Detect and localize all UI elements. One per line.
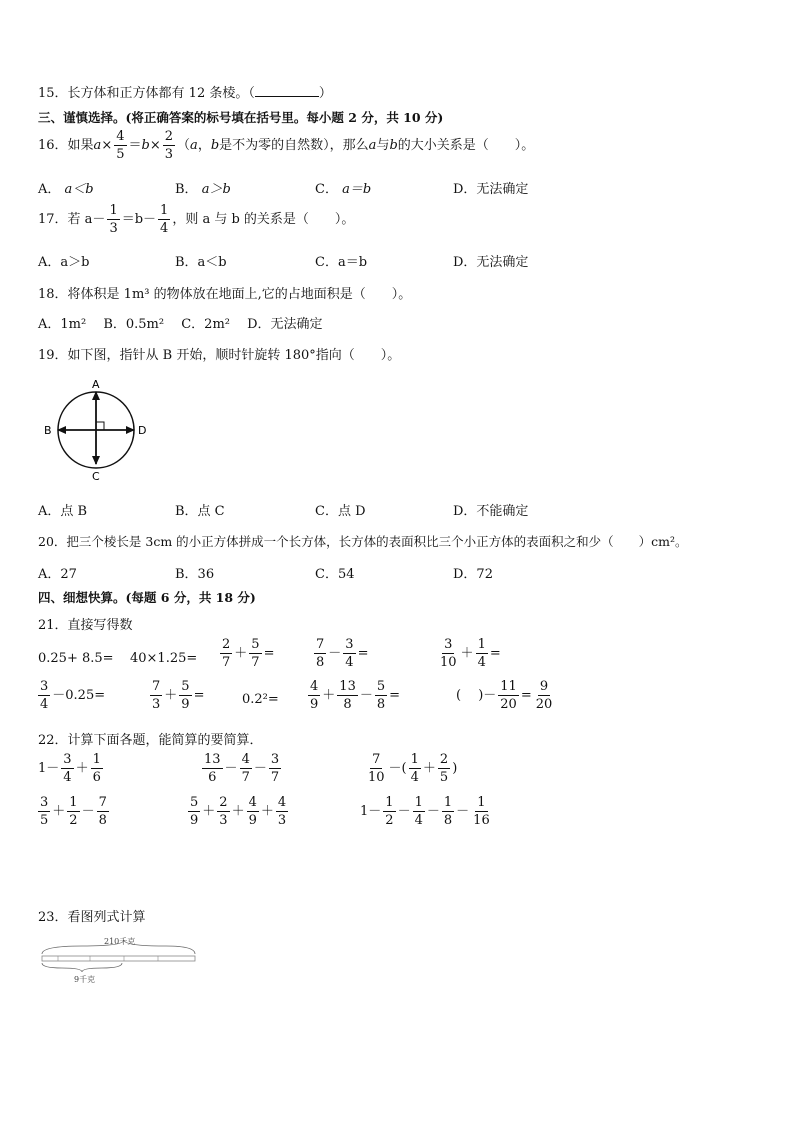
q19-option-d[interactable]: D．不能确定 <box>453 504 529 519</box>
q21-item-6: $\frac{3}{4}$ －0.25= <box>40 679 106 712</box>
pointer-dial-diagram <box>38 372 158 484</box>
question-20: 20．把三个棱长是 3cm 的小正方体拼成一个长方体，长方体的表面积比三个小正方体的表面积之和少（ ）cm²。 <box>38 534 688 549</box>
q17-option-d[interactable]: D．无法确定 <box>453 255 529 270</box>
q17-option-b[interactable]: B．a＜b <box>175 255 227 270</box>
fraction: $\frac{2}{3}$ <box>164 129 174 162</box>
q21-item-4: $\frac{7}{8}$ － $\frac{3}{4}$ = <box>316 637 369 670</box>
q20-option-b[interactable]: B．36 <box>175 567 215 582</box>
q19-option-b[interactable]: B．点 C <box>175 504 225 519</box>
q16-option-d[interactable]: D．无法确定 <box>453 182 529 197</box>
question-18: 18．将体积是 1m³ 的物体放在地面上,它的占地面积是（ ）。 <box>38 287 412 302</box>
q21-item-2: 40×1.25= <box>130 651 198 666</box>
q22-item-1: 1－ $\frac{3}{4}$ ＋ $\frac{1}{6}$ <box>38 752 101 785</box>
q22-item-5: $\frac{5}{9}$ ＋ $\frac{2}{3}$ ＋ $\frac{4}{9}$ ＋ $\frac{4}{3}$ <box>190 795 287 828</box>
label-b: B <box>44 424 52 437</box>
q21-item-5: $\frac{3}{10}$ ＋ $\frac{1}{4}$ = <box>440 637 501 670</box>
q21-item-10: ( )－ $\frac{11}{20}$ = $\frac{9}{20}$ <box>456 679 553 712</box>
q21-item-7: $\frac{7}{3}$ ＋ $\frac{5}{9}$ = <box>152 679 205 712</box>
q22-item-3: $\frac{7}{10}$ －( $\frac{1}{4}$ ＋ $\frac{2}{5}$ ) <box>368 752 458 785</box>
label-a: A <box>92 378 100 391</box>
q20-option-c[interactable]: C．54 <box>315 567 355 582</box>
q21-item-3: $\frac{2}{7}$ ＋ $\frac{5}{7}$ = <box>222 637 275 670</box>
q17-option-c[interactable]: C．a＝b <box>315 255 368 270</box>
q15-text: 15．长方体和正方体都有 12 条棱。（ <box>38 86 255 101</box>
question-15: 15．长方体和正方体都有 12 条棱。（ ） <box>38 86 332 101</box>
bottom-length-label: 9千克 <box>74 975 96 984</box>
question-22-title: 22．计算下面各题，能简算的要简算． <box>38 733 263 748</box>
q18-options[interactable]: A．1m² B．0.5m² C．2m² D．无法确定 <box>38 317 323 332</box>
q16-option-b[interactable]: B． a＞b <box>175 182 231 197</box>
q21-item-8: 0.2²= <box>242 692 279 707</box>
q21-item-1: 0.25+ 8.5= <box>38 651 114 666</box>
top-length-label: 210千克 <box>104 937 136 946</box>
q21-item-9: $\frac{4}{9}$ ＋ $\frac{13}{8}$ － $\frac{5}{8}$ = <box>310 679 401 712</box>
answer-blank[interactable] <box>255 84 319 97</box>
question-21-title: 21．直接写得数 <box>38 618 133 633</box>
label-d: D <box>138 424 147 437</box>
q22-item-2: $\frac{13}{6}$ － $\frac{4}{7}$ － $\frac{3}{7}$ <box>204 752 280 785</box>
q22-item-4: $\frac{3}{5}$ ＋ $\frac{1}{2}$ － $\frac{7}{8}$ <box>40 795 107 828</box>
q17-option-a[interactable]: A．a＞b <box>38 255 90 270</box>
label-c: C <box>92 470 100 483</box>
section-4-heading: 四、细想快算。(每题 6 分，共 18 分) <box>38 590 256 605</box>
q19-option-a[interactable]: A．点 B <box>38 504 88 519</box>
section-3-heading: 三、谨慎选择。(将正确答案的标号填在括号里。每小题 2 分，共 10 分) <box>38 110 444 125</box>
segment-diagram <box>38 934 202 988</box>
q19-option-c[interactable]: C．点 D <box>315 504 366 519</box>
q20-option-d[interactable]: D．72 <box>453 567 493 582</box>
q16-option-a[interactable]: A． a＜b <box>38 182 94 197</box>
fraction: $\frac{4}{5}$ <box>116 129 125 162</box>
question-17: 17．若 a－ $\frac{1}{3}$ ＝b－ $\frac{1}{4}$ ，则 a 与 b 的关系是（ ）。 <box>38 203 355 236</box>
question-19: 19．如下图，指针从 B 开始，顺时针旋转 180°指向（ ）。 <box>38 348 401 363</box>
q20-option-a[interactable]: A．27 <box>38 567 77 582</box>
question-16: 16．如果a× $\frac{4}{5}$ ＝b× $\frac{2}{3}$ （a，b是不为零的自然数），那么a与b的大小关系是（ ）。 <box>38 129 535 162</box>
q22-item-6: 1－ $\frac{1}{2}$ － $\frac{1}{4}$ － $\frac{1}{8}$ － $\frac{1}{16}$ <box>360 795 490 828</box>
q16-option-c[interactable]: C． a＝b <box>315 182 372 197</box>
question-23-title: 23．看图列式计算 <box>38 910 146 925</box>
